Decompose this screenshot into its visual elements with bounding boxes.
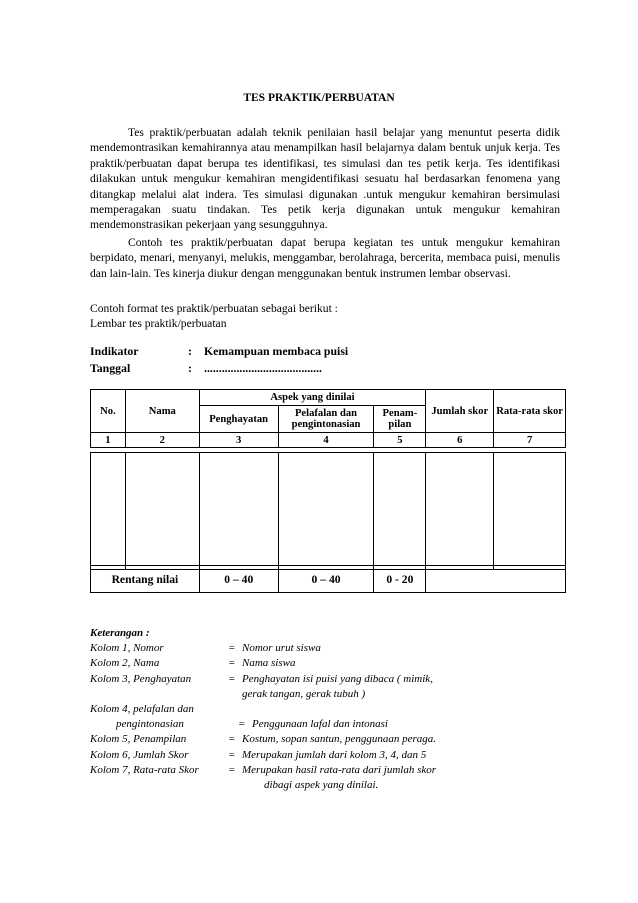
header-nama: Nama [125,390,199,433]
note-item-cont: pengintonasian = Penggunaan lafal dan intonasi [116,718,388,731]
note-item-cont: gerak tangan, gerak tubuh ) [242,687,366,700]
rentang-table [90,565,566,593]
rentang-pelafalan: 0 – 40 [278,566,374,593]
format-intro [90,301,338,332]
col-number-6: 6 [426,433,494,448]
note-item: Kolom 4, pelafalan dan [90,703,194,716]
col-number-3: 3 [199,433,278,448]
notes [90,626,436,793]
notes-heading: Keterangan : [90,627,150,639]
note-item: Kolom 6, Jumlah Skor = Merupakan jumlah dari kolom 3, 4, dan 5 [90,748,427,761]
indicator-value: Kemampuan membaca puisi [204,344,349,358]
meta-block [90,343,348,377]
header-no: No. [91,390,126,433]
rentang-label: Rentang nilai [91,566,200,593]
indicator-colon: : [188,344,192,358]
date-row [90,360,348,377]
table-row [91,453,566,570]
header-penghayatan: Penghayatan [199,406,278,433]
rentang-penampilan: 0 - 20 [374,566,426,593]
empty-cell [91,453,126,570]
date-colon: : [188,361,192,375]
header-aspek: Aspek yang dinilai [199,390,426,406]
paragraph-2-text: Contoh tes praktik/perbuatan dapat berupa kegiatan tes untuk mengukur kemahiran berpidato, menari, menyanyi, melukis, menggambar, berolahraga, bercerita, membaca puisi, menulis dan lain-lain. Tes kinerja diukur dengan menggunakan bentuk instrumen lembar observasi. [90,236,560,280]
note-item: Kolom 1, Nomor = Nomor urut siswa [90,642,321,655]
empty-cell [426,453,494,570]
note-item: Kolom 7, Rata-rata Skor = Merupakan hasil rata-rata dari jumlah skor [90,763,437,776]
format-line: Contoh format tes praktik/perbuatan sebagai berikut : [90,302,338,315]
rentang-empty [426,566,566,593]
col-number-7: 7 [494,433,566,448]
note-item: Kolom 5, Penampilan = Kostum, sopan santun, penggunaan peraga. [90,733,437,746]
paragraph-1 [90,125,560,233]
header-jumlah: Jumlah skor [426,390,494,433]
assessment-table [90,389,566,570]
rentang-penghayatan: 0 – 40 [199,566,278,593]
empty-cell [278,453,374,570]
note-item: Kolom 2, Nama = Nama siswa [90,657,296,670]
date-label: Tanggal [90,361,131,375]
sheet-line: Lembar tes praktik/perbuatan [90,317,227,331]
header-penampilan: Penam-pilan [374,406,426,433]
page-title: TES PRAKTIK/PERBUATAN [243,92,395,104]
note-item: Kolom 3, Penghayatan = Penghayatan isi puisi yang dibaca ( mimik, [90,672,433,685]
col-number-5: 5 [374,433,426,448]
empty-cell [125,453,199,570]
note-item-cont: dibagi aspek yang dinilai. [264,779,379,792]
header-pelafalan: Pelafalan dan pengintonasian [278,406,374,433]
col-number-2: 2 [125,433,199,448]
indicator-label: Indikator [90,344,139,358]
col-number-1: 1 [91,433,126,448]
empty-cell [199,453,278,570]
paragraph-1-text: Tes praktik/perbuatan adalah teknik penilaian hasil belajar yang menuntut peserta didik mendemontrasikan kemahirannya atau menampilkan hasil belajarnya dalam bentuk unjuk kerja. Tes praktik/perbuatan dapat berupa tes identifikasi, tes simulasi dan tes petik kerja. Tes identifikasi dilakukan untuk mengukur kemahiran mengidentifikasi sesuatu hal berdasarkan fenomena yang ditangkap melalui alat indera. Tes simulasi digunakan .untuk mengukur kemahiran bersimulasi memperagakan suatu tindakan. Tes petik kerja digunakan untuk mengukur kemahiran mendemonstrasikan pekerjaan yang sesungguhnya. [90,126,560,232]
col-number-4: 4 [278,433,374,448]
empty-cell [494,453,566,570]
paragraph-2 [90,235,560,281]
date-value: ........................................ [204,361,322,375]
header-ratarata: Rata-rata skor [494,390,566,433]
indicator-row [90,343,348,360]
empty-cell [374,453,426,570]
